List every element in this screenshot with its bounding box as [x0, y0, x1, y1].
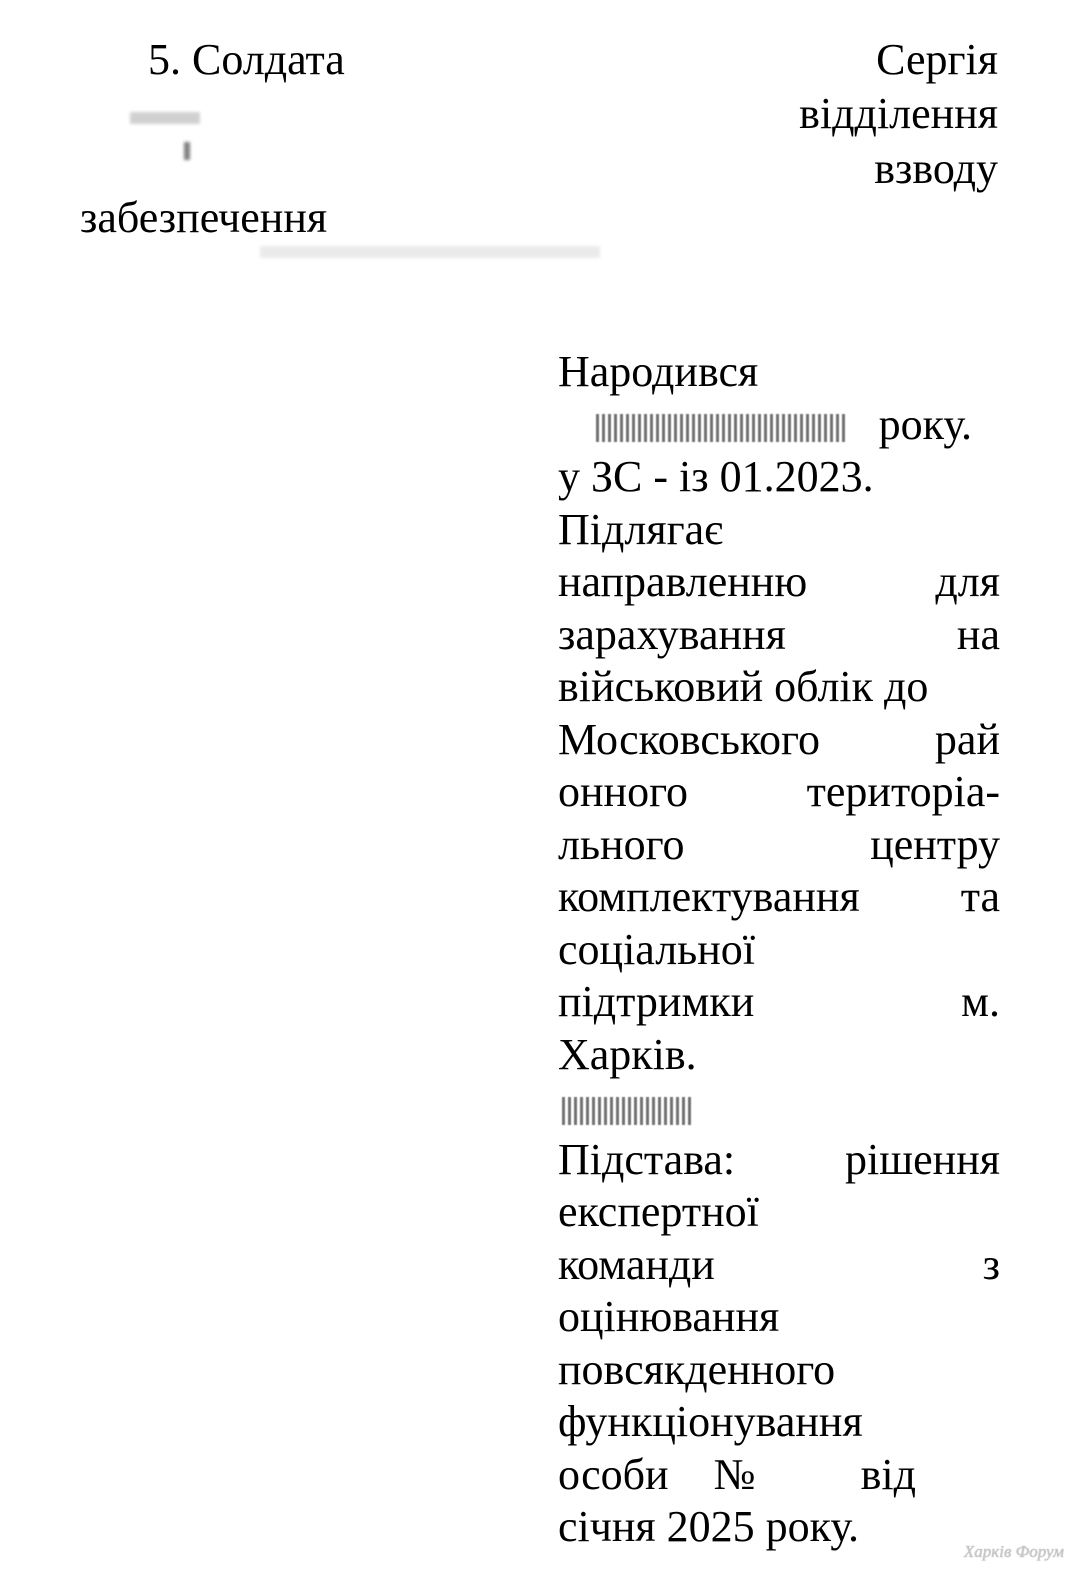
daily-text: повсякденного: [558, 1344, 836, 1394]
service-record-body: [558, 346, 1000, 1554]
redaction-mark: [562, 1097, 694, 1125]
date-line-text: січня 2025 року.: [558, 1502, 860, 1551]
item-number-label: 5. Солдата: [148, 35, 345, 84]
redaction-mark: [596, 414, 846, 442]
squad-text: відділення: [799, 89, 998, 138]
enroll-word: зарахування: [558, 609, 786, 659]
service-since-text: у ЗС - із 01.2023.: [558, 452, 874, 501]
direction-word: направленню: [558, 557, 808, 606]
team-word-2: з: [982, 1239, 1000, 1289]
redaction-mark: [184, 142, 190, 160]
territory-word: онного: [558, 767, 689, 816]
staffing-word-2: та: [960, 872, 1000, 921]
subject-text: Підлягає: [558, 504, 724, 554]
support-word: підтримки: [558, 977, 755, 1026]
redaction-mark: [260, 246, 600, 258]
born-label: Народився: [558, 347, 759, 396]
enroll-word-2: на: [956, 609, 1000, 659]
expert-text: експертної: [558, 1187, 759, 1236]
basis-word-2: рішення: [845, 1134, 1000, 1184]
birth-year-suffix: року.: [878, 399, 972, 449]
number-sign: №: [713, 1449, 756, 1499]
functioning-text: функціонування: [558, 1397, 863, 1446]
support-text: забезпечення: [80, 193, 328, 242]
watermark-text: Харків Форум: [963, 1542, 1064, 1561]
staffing-word: комплектування: [558, 872, 860, 921]
platoon-text: взводу: [874, 144, 998, 193]
center-word-2: центру: [870, 819, 1000, 869]
surname-text: Сергія: [876, 35, 998, 84]
registry-text: військовий облік до: [558, 662, 929, 711]
territory-word-2: територіа-: [806, 767, 1000, 816]
redaction-mark: [130, 112, 200, 124]
team-word: команди: [558, 1239, 715, 1289]
basis-word: Підстава:: [558, 1134, 736, 1184]
person-word: особи: [558, 1449, 669, 1499]
center-word: льного: [558, 819, 685, 869]
from-word: від: [860, 1449, 916, 1499]
social-text: соціальної: [558, 924, 756, 974]
moscow-word-2: рай: [934, 714, 1000, 764]
city-text: Харків.: [558, 1029, 697, 1079]
evaluation-text: оцінювання: [558, 1292, 780, 1341]
direction-word-2: для: [935, 557, 1000, 606]
support-word-2: м.: [961, 977, 1000, 1026]
moscow-word: Московського: [558, 714, 821, 764]
